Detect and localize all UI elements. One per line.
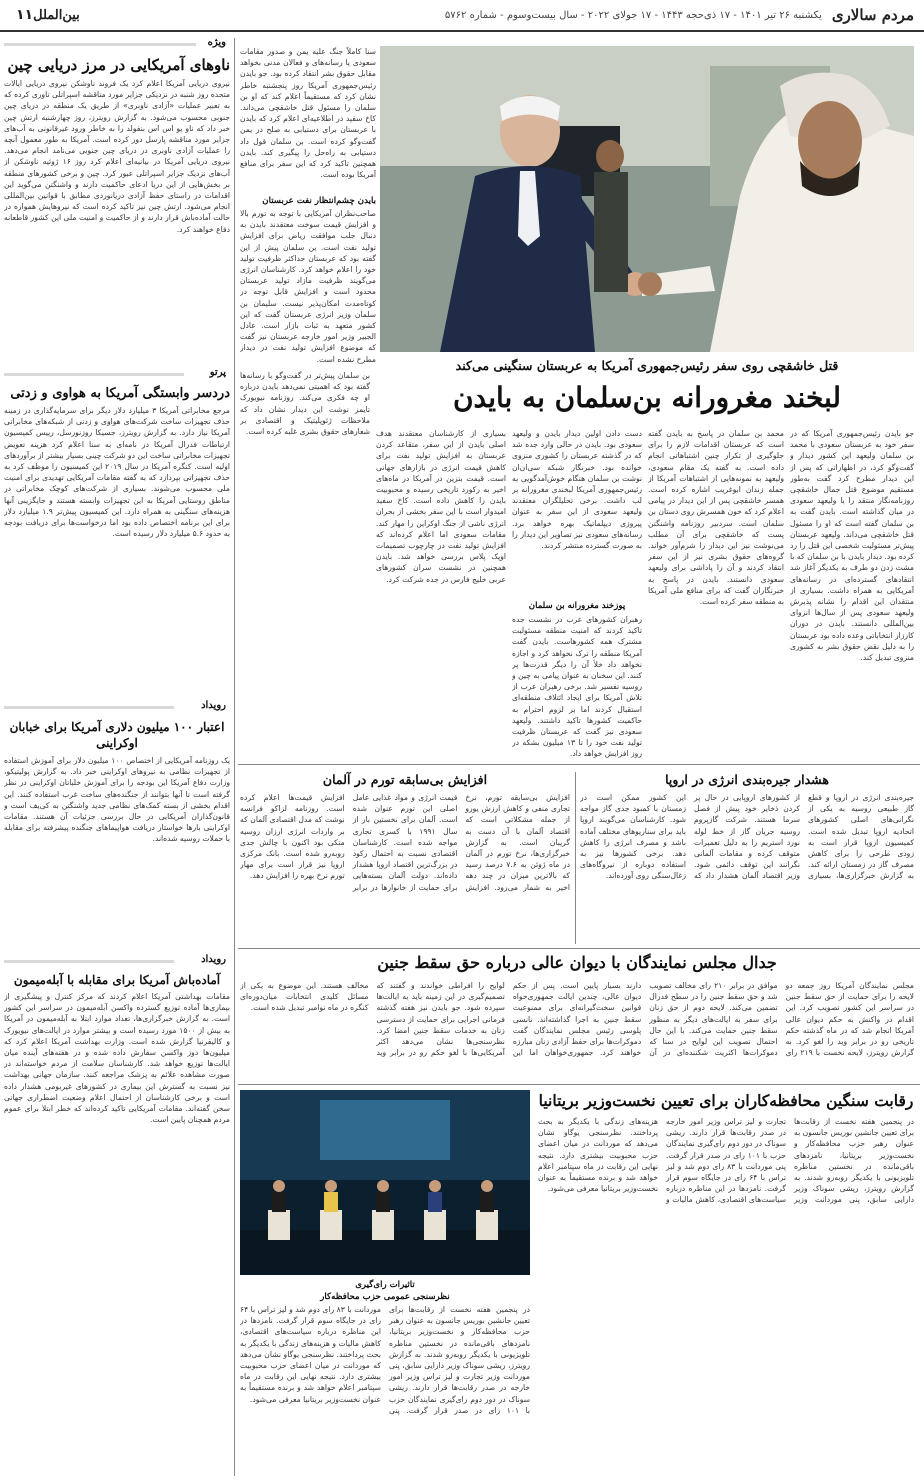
lead-column-5 xyxy=(240,370,370,758)
tag-bar xyxy=(4,701,230,713)
biden-bin-salman-photo xyxy=(380,46,914,352)
headline: جدال مجلس نمایندگان با دیوان عالی درباره حق سقط جنین xyxy=(377,953,777,972)
tag-label: پرتو xyxy=(209,367,226,378)
uk-lower-columns xyxy=(240,1280,530,1464)
subhead: پوزخند مغرورانه بن سلمان xyxy=(528,601,626,611)
newspaper-brand: مردم سالاری xyxy=(831,6,914,24)
dateline: یکشنبه ۲۶ تیر ۱۴۰۱ - ۱۷ ذی‌حجه ۱۴۴۳ - ۱۷ جولای ۲۰۲۲ - سال بیست‌وسوم - شماره ۵۷۶۲ xyxy=(444,9,822,21)
article-body: در پنجمین هفته نخست از رقابت‌ها برای تعیین جانشین بوریس جانسون به عنوان رهبر حزب محافظه‌کار و نخست‌وزیر بریتانیا، نامزدهای باقی‌مانده در نخستین مناظره تلویزیونی با یکدیگر روبه‌رو شدند. به گزارش رویترز، ریشی سوناک وزیر دارایی سابق، پنی موردانت وزیر تجارت و لیز تراس وزیر امور خارجه در صدر رقابت‌ها قرار دارند. ریشی سوناک در دور دوم رای‌گیری نمایندگان حزب با ۱۰۱ رای در صدر قرار گرفت. پنی موردانت با ۸۳ رای دوم شد و لیز تراس با ۶۴ رای در جایگاه سوم قرار گرفت. نامزدها در این مناظره درباره سیاست‌های اقتصادی، کاهش مالیات و هزینه‌های زندگی با یکدیگر به بحث پرداختند. نظرسنجی یوگاو نشان می‌دهد که موردانت در میان اعضای حزب محبوبیت بیشتری دارد. نتیجه نهایی این رقابت در ماه سپتامبر اعلام خواهد شد و برنده مستقیماً به عنوان نخست‌وزیر بریتانیا معرفی می‌شود. xyxy=(538,1117,914,1205)
article-body: مقامات بهداشتی آمریکا اعلام کردند که مرکز کنترل و پیشگیری از بیماری‌ها آماده توزیع گسترده واکسن آبله‌میمون در سراسر این کشور است. به گزارش خبرگزاری‌ها، تعداد موارد ابتلا به آبله‌میمون در آمریکا به بیش از ۱۵۰۰ مورد رسیده است و بیشتر موارد در ایالت‌های نیویورک و کالیفرنیا گزارش شده است. وزارت بهداشت آمریکا اعلام کرد که میلیون‌ها دوز واکسن سفارش داده شده و در هفته‌های آینده میان ایالت‌ها توزیع خواهد شد. کارشناسان سلامت از مردم خواسته‌اند در صورت مشاهده علائم به پزشک مراجعه کنند. سازمان جهانی بهداشت نیز نسبت به گسترش این بیماری در کشورهای غیربومی هشدار داده است و برخی کارشناسان از احتمال اعلام وضعیت اضطراری جهانی سخن گفته‌اند. مقامات آمریکایی تاکید کرده‌اند که خطر ابتلا برای عموم مردم همچنان پایین است. xyxy=(4,992,230,1125)
column-divider xyxy=(575,772,576,944)
tag-label: رویداد xyxy=(201,954,226,965)
column-divider xyxy=(234,38,235,1476)
section-name: بین‌الملل xyxy=(33,7,80,23)
lead-column-3 xyxy=(512,428,642,759)
horizontal-rule xyxy=(238,1084,920,1085)
article-body: بسیاری از کارشناسان معتقدند هدف اصلی بایدن از این سفر، متقاعد کردن عربستان به افزایش تولید نفت برای کاهش قیمت انرژی در بازارهای جهانی است. قیمت بنزین در آمریکا در ماه‌های اخیر به رکورد تاریخی رسیده و محبوبیت بایدن را کاهش داده است. کاخ سفید امیدوار است با این سفر بخشی از بحران انرژی ناشی از جنگ اوکراین را مهار کند. مقامات سعودی اما اعلام کرده‌اند که افزایش تولید نفت در چارچوب تصمیمات اوپک پلاس بررسی خواهد شد. بایدن همچنین در نشست سران کشورهای عربی خلیج فارس در جده شرکت کرد. xyxy=(376,429,506,584)
lead-headline: لبخند مغرورانه بن‌سلمان به بایدن xyxy=(452,381,842,414)
headline: ناوهای آمریکایی در مرز دریایی چین xyxy=(7,56,230,74)
article-body: یک روزنامه آمریکایی از اختصاص ۱۰۰ میلیون دلار برای آموزش استفاده از تجهیزات نظامی به نیروهای اوکراینی خبر داد. به گزارش پولیتیکو، وزارت دفاع آمریکا این بودجه را برای آموزش خلبانان اوکراینی در نظر گرفته است تا آنها بتوانند از جنگنده‌های ساخت غرب استفاده کنند. این اقدام بخشی از بسته کمک‌های نظامی جدید واشنگتن به کی‌یف است و قانون‌گذاران آمریکایی در حال بررسی جزئیات آن هستند. مقامات اوکراینی بارها خواستار دریافت هواپیماهای جنگنده پیشرفته برای مقابله با حملات روسیه شده‌اند. xyxy=(4,756,230,844)
lead-kicker: قتل خاشقچی روی سفر رئیس‌جمهوری آمریکا به عربستان سنگینی می‌کند xyxy=(455,358,839,373)
article-body: بن سلمان پیش‌تر در گفت‌وگو با رسانه‌ها گفته بود که اهمیتی نمی‌دهد بایدن درباره او چه فکری می‌کند. روزنامه نیویورک تایمز نوشت این دیدار نشان داد که ملاحظات ژئوپلیتیک و اقتصادی بر شعارهای حقوق بشری غلبه کرده است. xyxy=(240,371,370,437)
lead-column-2 xyxy=(648,428,784,758)
tag-label: رویداد xyxy=(201,700,226,711)
subhead: نظرسنجی عمومی حزب محافظه‌کار xyxy=(320,1292,450,1302)
subhead: بایدن چشم‌انتظار نفت عربستان xyxy=(262,196,376,206)
article-body: جیره‌بندی انرژی در اروپا و قطع گاز طبیعی روسیه به یکی از نگرانی‌های اصلی کشورهای اتحادیه اروپا تبدیل شده است. کمیسیون اروپا قرار است به زودی طرحی را برای کاهش مصرف گاز در زمستان ارائه کند. به گزارش خبرگزاری‌ها، بسیاری از کشورهای اروپایی در حال پر کردن ذخایر خود پیش از فصل سرما هستند. شرکت گازپروم روسیه جریان گاز از خط لوله نورد استریم را به دلیل تعمیرات متوقف کرده و مقامات آلمانی نگرانند این توقف دائمی شود. وزیر اقتصاد آلمان هشدار داد که این کشور ممکن است در زمستان با کمبود جدی گاز مواجه شود. کارشناسان می‌گویند اروپا باید برای سناریوهای مختلف آماده باشد و مصرف انرژی را کاهش دهد. برخی کشورها نیز به استفاده دوباره از نیروگاه‌های زغال‌سنگی روی آورده‌اند. xyxy=(580,793,914,881)
lead-photo xyxy=(380,46,914,352)
lead-side-column xyxy=(240,46,376,373)
tag-bar xyxy=(4,955,230,967)
lead-column-4 xyxy=(376,428,506,758)
article-body: سنا کاملاً جنگ علیه یمن و صدور مقامات سعودی یا رسانه‌های و فعالان مدنی بخواهد مقابل حقوق بشر انتقاد کرده بود. جو بایدن رئیس‌جمهوری آمریکا روز پنجشنبه خاطر نشان کرد که مستقیماً اعلام کند که او بن سلمان را مسئول قتل خاشقچی می‌داند. کاخ سفید در اطلاعیه‌ای اعلام کرد که بایدن با عربستان برای دستیابی به صلح در یمن گفت‌وگو کرده است. بن سلمان قول داد دستیابی به راه‌حل را پیگیری کند. بایدن همچنین تاکید کرد که این سفر برای منافع آمریکا بوده است. xyxy=(240,47,376,180)
headline: آماده‌باش آمریکا برای مقابله با آبله‌میمون xyxy=(13,973,221,987)
debate-photo xyxy=(240,1090,530,1275)
headline: افزایش بی‌سابقه تورم در آلمان xyxy=(322,772,488,787)
article-body: جو بایدن رئیس‌جمهوری آمریکا که در سفر خود به عربستان سعودی با محمد بن سلمان ولیعهد این کشور دیدار و گفت‌وگو کرد، در اظهاراتی که پس از این دیدار مطرح کرد گفت به‌طور مستقیم موضوع قتل جمال خاشقچی روزنامه‌نگار منتقد را با ولیعهد سعودی در میان گذاشته است. بایدن گفت به بن سلمان گفته است که او را مسئول قتل خاشقچی می‌داند. ولیعهد عربستان پیش‌تر مسئولیت شخصی این قتل را رد کرده بود. دیدار بایدن با بن سلمان که با مشت زدن دو طرف به یکدیگر آغاز شد انتقادهای گسترده‌ای در رسانه‌های آمریکایی به همراه داشت. بسیاری از منتقدان این اقدام را نشانه پذیرش ولیعهد سعودی پس از سال‌ها انزوای بین‌المللی دانستند. بایدن در دوران کارزار انتخاباتی وعده داده بود عربستان را به دلیل نقض حقوق بشر به کشوری منزوی تبدیل کند. xyxy=(790,429,914,663)
article-body: افزایش بی‌سابقه تورم، نرخ تجاری منفی و کاهش ارزش یورو از جمله مشکلاتی است که اقتصاد آلمان با آن دست به گریبان است. به گزارش خبرگزاری‌ها، نرخ تورم در آلمان در ماه ژوئن به ۷.۶ درصد رسید که بالاترین میزان در چند دهه اخیر به شمار می‌رود. افزایش قیمت انرژی و مواد غذایی عامل اصلی این تورم عنوان شده است. آلمان برای نخستین بار از سال ۱۹۹۱ با کسری تجاری مواجه شده است. کارشناسان اقتصادی نسبت به احتمال رکود در بزرگ‌ترین اقتصاد اروپا هشدار داده‌اند. دولت آلمان بسته‌هایی برای حمایت از خانوارها در برابر افزایش قیمت‌ها اعلام کرده است. روزنامه لزاکو فرانسه نوشت که مدل اقتصادی آلمان که بر واردات انرژی ارزان روسیه متکی بود اکنون با چالش جدی روبه‌رو شده است. بانک مرکزی اروپا نیز قرار است برای مهار تورم نرخ بهره را افزایش دهد. xyxy=(240,793,570,892)
headline: اعتبار ۱۰۰ میلیون دلاری آمریکا برای خبابان اوکراینی xyxy=(9,720,225,750)
article-body: مجلس نمایندگان آمریکا روز جمعه دو لایحه را برای حمایت از حق سقط جنین در سراسر این کشور تصویب کرد. این اقدام در واکنش به حکم دیوان عالی آمریکا انجام شد که در ماه گذشته حکم تاریخی رو در برابر وید را لغو کرد. به گزارش رویترز، لایحه نخست با ۲۱۹ رای موافق در برابر ۲۱۰ رای مخالف تصویب شد و حق سقط جنین را در سطح فدرال تضمین می‌کند. لایحه دوم از حق زنان برای سفر به ایالت‌های دیگر به منظور سقط جنین حمایت می‌کند. با این حال احتمال تصویب این لوایح در سنا که دموکرات‌ها اکثریت شکننده‌ای در آن دارند بسیار پایین است. پس از حکم دیوان عالی، چندین ایالت جمهوری‌خواه قوانین سخت‌گیرانه‌ای برای ممنوعیت سقط جنین به اجرا گذاشته‌اند. نانسی پلوسی رئیس مجلس نمایندگان گفت دموکرات‌ها برای حفظ آزادی زنان مبارزه خواهند کرد. جمهوری‌خواهان اما این لوایح را افراطی خواندند و گفتند که تصمیم‌گیری در این زمینه باید به ایالت‌ها سپرده شود. جو بایدن نیز هفته گذشته فرمانی اجرایی برای حمایت از دسترسی زنان به خدمات سقط جنین امضا کرد. نظرسنجی‌ها نشان می‌دهد اکثر آمریکایی‌ها با لغو حکم رو در برابر وید مخالف هستند. این موضوع به یکی از مسائل کلیدی انتخابات میان‌دوره‌ای کنگره در ماه نوامبر تبدیل شده است. xyxy=(240,981,914,1058)
headline: دردسر وابستگی آمریکا به هواوی و زدتی xyxy=(10,386,230,401)
horizontal-rule xyxy=(238,948,920,949)
article-body: رهبران کشورهای عرب در نشست جده تاکید کردند که امنیت منطقه مسئولیت مشترک همه کشورهاست. بایدن گفت آمریکا منطقه را ترک نخواهد کرد و اجازه نخواهد داد خلأ آن را دیگر قدرت‌ها پر کنند. این سخنان به عنوان پیامی به چین و روسیه تفسیر شد. برخی رهبران عرب از تلاش آمریکا برای ایجاد ائتلاف منطقه‌ای استقبال کردند اما بر لزوم احترام به حاکمیت کشورها تاکید داشتند. ولیعهد سعودی نیز گفت که عربستان ظرفیت تولید نفت خود را تا ۱۳ میلیون بشکه در روز افزایش خواهد داد. xyxy=(512,615,642,759)
sidebar xyxy=(4,38,230,1478)
uk-debate-stage-photo xyxy=(240,1090,530,1275)
headline: هشدار جیره‌بندی انرژی در اروپا xyxy=(665,772,829,787)
page-number: ۱۱ xyxy=(16,7,34,23)
article-body: صاحب‌نظران آمریکایی با توجه به تورم بالا و افزایش قیمت سوخت معتقدند بایدن به دنبال جلب موافقت ریاض برای افزایش تولید نفت است. بن سلمان پیش از این گفته بود که عربستان حداکثر ظرفیت تولید خود را اعلام خواهد کرد. کارشناسان انرژی می‌گویند ظرفیت مازاد تولید عربستان محدود است و افزایش قابل توجه در کوتاه‌مدت امکان‌پذیر نیست. سلیمان بن سلمان وزیر انرژی عربستان گفت که این کشور متعهد به ثبات بازار است. عادل الجبیر وزیر امور خارجه عربستان نیز گفت که موضوع افزایش تولید نفت در دیدار مطرح نشده است. xyxy=(240,209,376,364)
lead-column-1 xyxy=(790,428,914,758)
article-body: محمد بن سلمان در پاسخ به بایدن گفته است که عربستان اقدامات لازم را برای جلوگیری از تکرار چنین اشتباهاتی انجام داده است. به گفته یک مقام سعودی، ولیعهد به نمونه‌هایی از اشتباهات آمریکا از جمله زندان ابوغریب اشاره کرده است. همسر خاشقچی پس از این دیدار در پیامی اعلام کرد که خون همسرش روی دستان بن سلمان است. سردبیر روزنامه واشنگتن پست که خاشقچی برای آن مطلب می‌نوشت نیز این دیدار را شرم‌آور خواند. گروه‌های حقوق بشری نیز از این سفر انتقاد کردند و آن را پاداشی برای ولیعهد سعودی دانستند. بایدن در پاسخ به خبرنگاران گفت که برای منافع ملی آمریکا به منطقه سفر کرده است. xyxy=(648,429,784,607)
tag-bar xyxy=(4,368,230,380)
article-body: مرجع مخابراتی آمریکا ۳ میلیارد دلار دیگر برای سرمایه‌گذاری در زمینه حذف تجهیزات ساخت شرکت‌های هواوی و زدتی از شبکه‌های مخابراتی آمریکا نیاز دارد. به گزارش رویترز، جسیکا روزنورسل، رییس کمیسیون ارتباطات فدرال آمریکا در نامه‌ای به سنا اعلام کرد هزینه تعویض تجهیزات مخابراتی ساخت این دو شرکت چینی بسیار بیشتر از برآوردهای اولیه است. کنگره آمریکا در سال ۲۰۱۹ این کمیسیون را موظف کرد به حذف تجهیزاتی بپردازد که به گفته مقامات آمریکایی تهدیدی برای امنیت ملی محسوب می‌شوند. بسیاری از شرکت‌های کوچک مخابراتی در مناطق روستایی آمریکا به این تجهیزات وابسته هستند و جایگزینی آنها هزینه‌های سنگینی به همراه دارد. این کمیسیون پیش‌تر ۱.۹ میلیارد دلار برای این برنامه اختصاص داده بود اما درخواست‌ها برای دریافت بودجه به حدود ۵.۶ میلیارد دلار رسیده است. xyxy=(4,406,230,539)
article-body: نیروی دریایی آمریکا اعلام کرد یک فروند ناوشکن نیروی دریایی ایالات متحده روز شنبه در نزدیکی جزایر مورد مناقشه اسپراتلی تاوری کرده که به تعبیر عملیات «آزادی ناوبری» از طریق یک منطقه در دریای چین جنوبی محسوب می‌شود. به گزارش رویترز، روز چهارشنبه ارتش چین خبر داد که ناو یو اس اس بنفولد را به خاطر ورود غیرقانونی به آب‌های جزایر مورد مناقشه پارسل دور کرده است. آمریکا به طور معمول آنچه را عملیات آزادی ناوبری در دریای چین جنوبی می‌نامد انجام می‌دهد. نیروی دریایی آمریکا در بیانیه‌ای اعلام کرد روز ۱۶ ژوئیه ناوشکن از آب‌های نزدیک جزایر اسپراتلی عبور کرد. چین و برخی کشورهای منطقه بر بخش‌هایی از این دریا ادعای حاکمیت دارند و واشنگتن می‌گوید این اقدامات در راستای حفظ آزادی دریانوردی مطابق با قوانین بین‌المللی انجام می‌شود. ارتش چین نیز تاکید کرده است که نیروهایش همواره در حالت آماده‌باش قرار دارند و از حاکمیت و امنیت ملی این کشور قاطعانه دفاع خواهند کرد. xyxy=(4,79,230,234)
article-body: در پنجمین هفته نخست از رقابت‌ها برای تعیین جانشین بوریس جانسون به عنوان رهبر حزب محافظه‌کار و نخست‌وزیر بریتانیا، نامزدهای باقی‌مانده در نخستین مناظره تلویزیونی با یکدیگر روبه‌رو شدند. به گزارش رویترز، ریشی سوناک وزیر دارایی سابق، پنی موردانت وزیر تجارت و لیز تراس وزیر امور خارجه در صدر رقابت‌ها قرار دارند. ریشی سوناک در دور دوم رای‌گیری نمایندگان حزب با ۱۰۱ رای در صدر قرار گرفت. پنی موردانت با ۸۳ رای دوم شد و لیز تراس با ۶۴ رای در جایگاه سوم قرار گرفت. نامزدها در این مناظره درباره سیاست‌های اقتصادی، کاهش مالیات و هزینه‌های زندگی با یکدیگر به بحث پرداختند. نظرسنجی یوگاو نشان می‌دهد که موردانت در میان اعضای حزب محبوبیت بیشتری دارد. نتیجه نهایی این رقابت در ماه سپتامبر اعلام خواهد شد و برنده مستقیماً به عنوان نخست‌وزیر بریتانیا معرفی می‌شود. xyxy=(240,1305,530,1415)
subhead: تاثیرات رای‌گیری xyxy=(355,1280,415,1290)
tag-bar xyxy=(4,38,230,50)
horizontal-rule xyxy=(238,764,920,765)
tag-label: ویژه xyxy=(207,37,226,48)
headline: رقابت سنگین محافظه‌کاران برای تعیین نخست‌وزیر بریتانیا xyxy=(538,1091,914,1110)
article-body: دست دادن اولین دیدار بایدن و ولیعهد سعودی بود. بایدن در حالی وارد جده شد که در گذشته عربستان را کشوری منزوی خوانده بود. خبرنگار شبکه سی‌ان‌ان نوشت بن سلمان هنگام خوش‌آمدگویی به رئیس‌جمهوری آمریکا لبخندی مغرورانه بر لب داشت. برخی تحلیلگران معتقدند ولیعهد سعودی از این سفر به عنوان پیروزی دیپلماتیک بهره خواهد برد. رسانه‌های سعودی نیز تصاویر این دیدار را به صورت گسترده منتشر کردند. xyxy=(512,429,642,551)
masthead xyxy=(0,0,924,32)
